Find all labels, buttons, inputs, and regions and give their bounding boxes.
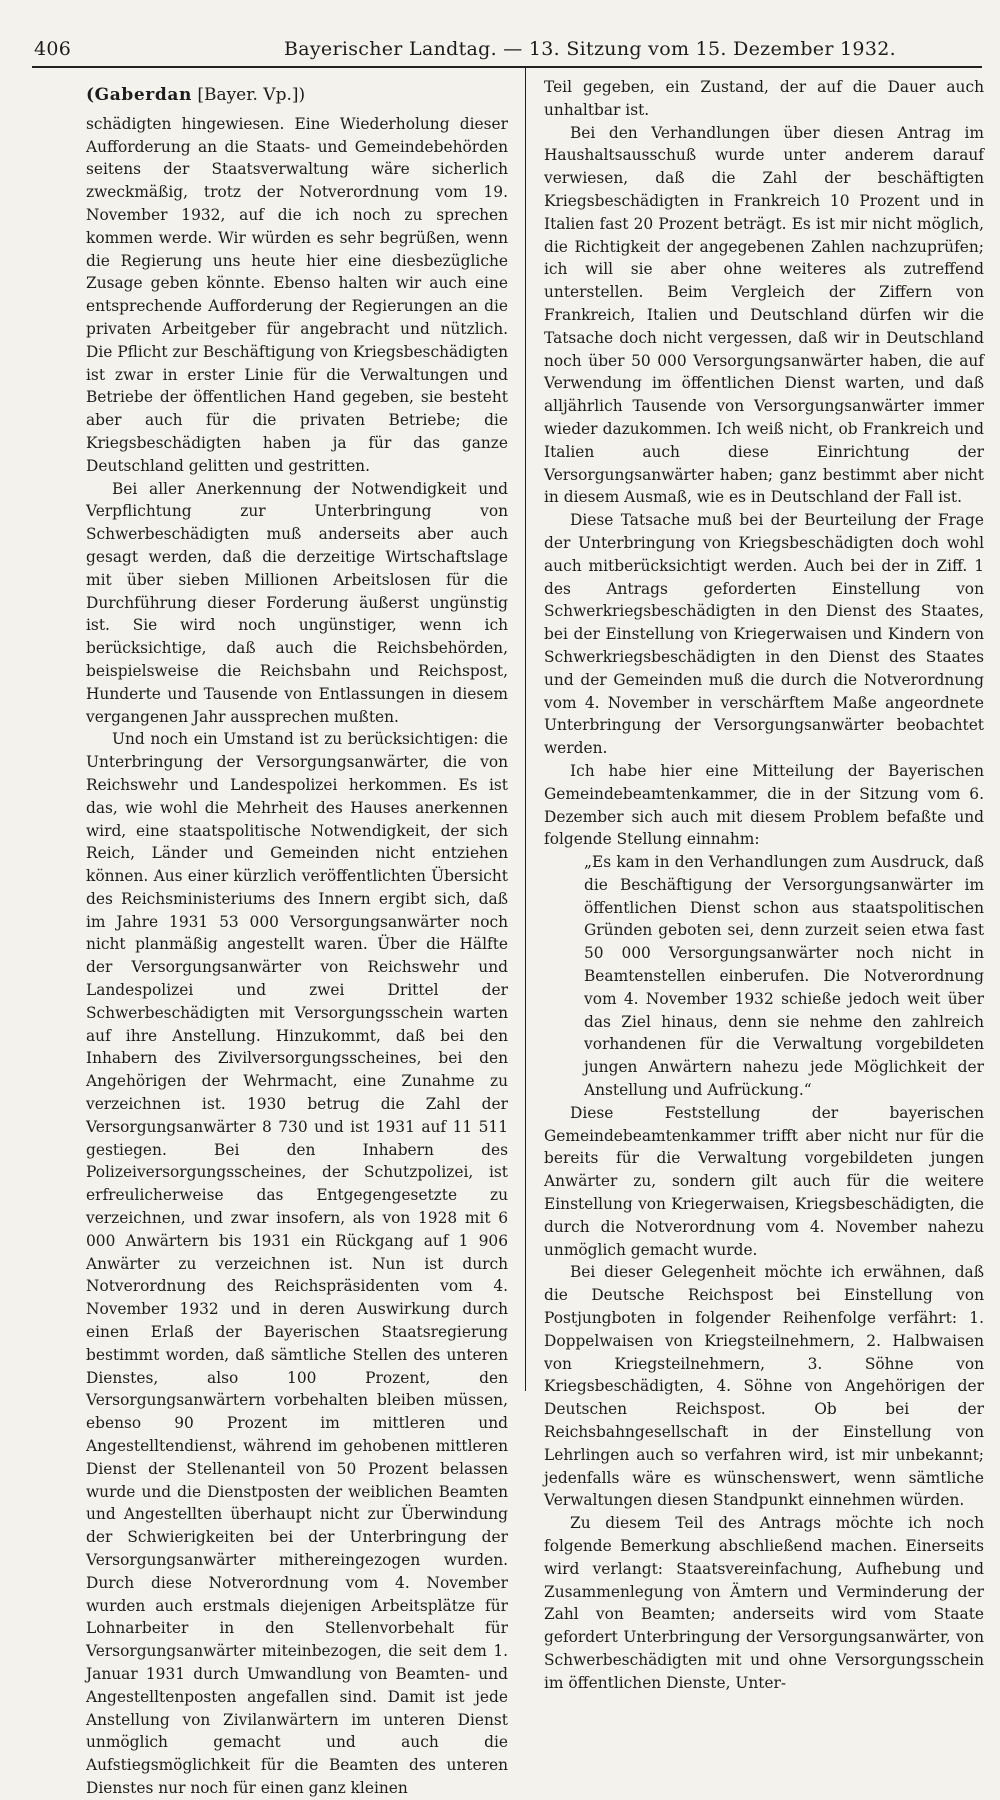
paragraph: Teil gegeben, ein Zustand, der auf die Dauer auch unhaltbar ist. [544, 78, 984, 119]
paragraph: schädigten hingewiesen. Eine Wiederholung dieser Aufforderung an die Staats- und Gemeindebehörden seitens der Staatsverwaltung wäre sicherlich zweckmäßig, trotz der Notverordnung vom 19. November 1932, auf die ich noch zu sprechen kommen werde. Wir würden es sehr begrüßen, wenn die Regierung uns heute hier eine diesbezügliche Zusage geben könnte. Ebenso halten wir auch eine entsprechende Aufforderung der Regierungen an die privaten Arbeitgeber für angebracht und nützlich. Die Pflicht zur Beschäftigung von Kriegsbeschädigten ist zwar in erster Linie für die Verwaltungen und Betriebe der öffentlichen Hand gegeben, sie besteht aber auch für die privaten Betriebe; die Kriegsbeschädigten haben ja für das ganze Deutschland gelitten und gestritten. [86, 114, 508, 475]
right-column [544, 76, 984, 1692]
block-quote: „Es kam in den Verhandlungen zum Ausdruck, daß die Beschäftigung der Versorgungsanwärter im öffentlichen Dienst schon aus staatspolitischen Gründen geboten sei, denn zurzeit seien etwa fast 50 000 Versorgungsanwärter noch nicht in Beamtenstellen einberufen. Die Notverordnung vom 4. November 1932 schieße jedoch weit über das Ziel hinaus, denn sie nehme den zahlreich vorhandenen für die Verwaltung vorgebildeten jungen Anwärtern nahezu jede Möglichkeit der Anstellung und Aufrückung.“ [584, 853, 984, 1100]
paragraph: Diese Tatsache muß bei der Beurteilung der Frage der Unterbringung von Kriegsbeschädigten doch wohl auch mitberücksichtigt werden. Auch bei der in Ziff. 1 des Antrags geforderten Einstellung von Schwerkriegsbeschädigten in den Dienst des Staates, bei der Einstellung von Kriegerwaisen und Kindern von Schwerkriegsbeschädigten in den Dienst des Staates und der Gemeinden muß die durch die Notverordnung vom 4. November in verschärftem Maße angeordnete Unterbringung der Versorgungsanwärter beobachtet werden. [544, 511, 984, 758]
paragraph: Bei den Verhandlungen über diesen Antrag im Haushaltsausschuß wurde unter anderem darauf verwiesen, daß die Zahl der beschäftigten Kriegsbeschädigten in Frankreich 10 Prozent und in Italien fast 20 Prozent beträgt. Es ist mir nicht möglich, die Richtigkeit der angegebenen Zahlen nachzuprüfen; ich will sie aber ohne weiteres als zutreffend unterstellen. Beim Vergleich der Ziffern von Frankreich, Italien und Deutschland dürfen wir die Tatsache doch nicht vergessen, daß wir in Deutschland noch über 50 000 Versorgungsanwärter haben, die auf Verwendung im öffentlichen Dienst warten, und daß alljährlich Tausende von Versorgungsanwärter immer wieder dazukommen. Ich weiß nicht, ob Frankreich und Italien auch diese Einrichtung der Versorgungsanwärter haben; ganz bestimmt aber nicht in diesem Ausmaß, wie es in Deutschland der Fall ist. [544, 123, 984, 507]
page-header [34, 30, 984, 60]
speaker-party: [Bayer. Vp.]) [197, 85, 306, 105]
paragraph: Ich habe hier eine Mitteilung der Bayerischen Gemeindebeamtenkammer, die in der Sitzung vom 6. Dezember sich auch mit diesem Problem befaßte und folgende Stellung einnahm: [544, 761, 984, 849]
column-divider [525, 66, 526, 1391]
speaker-name: (Gaberdan [86, 85, 192, 105]
running-title: Bayerischer Landtag. — 13. Sitzung vom 15. Dezember 1932. [284, 38, 896, 60]
left-column [86, 76, 508, 1797]
speaker-label [86, 84, 508, 107]
paragraph: Bei aller Anerkennung der Notwendigkeit und Verpflichtung zur Unterbringung von Schwerbeschädigten muß anderseits aber auch gesagt werden, daß die derzeitige Wirtschaftslage mit über sieben Millionen Arbeitslosen für die Durchführung dieser Forderung äußerst ungünstig ist. Sie wird noch ungünstiger, wenn ich berücksichtige, daß auch die Reichsbehörden, beispielsweise die Reichsbahn und Reichspost, Hunderte und Tausende von Entlassungen in diesem vergangenen Jahr aussprechen mußten. [86, 479, 508, 726]
paragraph: Zu diesem Teil des Antrags möchte ich noch folgende Bemerkung abschließend machen. Einerseits wird verlangt: Staatsvereinfachung, Aufhebung und Zusammenlegung von Ämtern und Verminderung der Zahl von Beamten; anderseits wird vom Staate gefordert Unterbringung der Versorgungsanwärter, von Schwerbeschädigten mit und ohne Versorgungsschein im öffentlichen Dienste, Unter- [544, 1514, 984, 1692]
paragraph: Diese Feststellung der bayerischen Gemeindebeamtenkammer trifft aber nicht nur für die bereits für die Verwaltung vorgebildeten jungen Anwärter zu, sondern gilt auch für die weitere Einstellung von Kriegerwaisen, Kriegsbeschädigten, die durch die Notverordnung vom 4. November nahezu unmöglich gemacht wurde. [544, 1103, 984, 1259]
paragraph: Und noch ein Umstand ist zu berücksichtigen: die Unterbringung der Versorgungsanwärter, die von Reichswehr und Landespolizei herkommen. Es ist das, wie wohl die Mehrheit des Hauses anerkennen wird, eine staatspolitische Notwendigkeit, der sich Reich, Länder und Gemeinden nicht entziehen können. Aus einer kürzlich veröffentlichten Übersicht des Reichsministeriums des Innern ergibt sich, daß im Jahre 1931 53 000 Versorgungsanwärter noch nicht planmäßig angestellt waren. Über die Hälfte der Versorgungsanwärter von Reichswehr und Landespolizei und zwei Drittel der Schwerbeschädigten mit Versorgungsschein warten auf ihre Anstellung. Hinzukommt, daß bei den Inhabern des Zivilversorgungsscheines, bei den Angehörigen der Wehrmacht, eine Zunahme zu verzeichnen ist. 1930 betrug die Zahl der Versorgungsanwärter 8 730 und ist 1931 auf 11 511 gestiegen. Bei den Inhabern des Polizeiversorgungsscheines, der Schutzpolizei, ist erfreulicherweise das Entgegengesetzte zu verzeichnen, und zwar insofern, als von 1928 mit 6 000 Anwärtern bis 1931 ein Rückgang auf 1 906 Anwärter zu verzeichnen ist. Nun ist durch Notverordnung des Reichspräsidenten vom 4. November 1932 und in deren Auswirkung durch einen Erlaß der Bayerischen Staatsregierung bestimmt worden, daß sämtliche Stellen des unteren Dienstes, also 100 Prozent, den Versorgungsanwärtern vorbehalten bleiben müssen, ebenso 90 Prozent im mittleren und Angestelltendienst, während im gehobenen mittleren Dienst der Stellenanteil von 50 Prozent belassen wurde und die Dienstposten der weiblichen Beamten und Angestellten überhaupt nicht zur Überwindung der Schwierigkeiten bei der Unterbringung der Versorgungsanwärter mithereingezogen wurden. Durch diese Notverordnung vom 4. November wurden auch erstmals diejenigen Arbeitsplätze für Lohnarbeiter in den Stellenvorbehalt für Versorgungsanwärter miteinbezogen, die seit dem 1. Januar 1931 durch Umwandlung von Beamten- und Angestelltenposten angefallen sind. Damit ist jede Anstellung von Zivilanwärtern im unteren Dienst unmöglich gemacht und auch die Aufstiegsmöglichkeit für die Beamten des unteren Dienstes nur noch für einen ganz kleinen [86, 730, 508, 1797]
page-number: 406 [34, 38, 72, 60]
header-rule [32, 66, 982, 68]
paragraph: Bei dieser Gelegenheit möchte ich erwähnen, daß die Deutsche Reichspost bei Einstellung von Postjungboten in folgender Reihenfolge verfährt: 1. Doppelwaisen von Kriegsteilnehmern, 2. Halbwaisen von Kriegsteilnehmern, 3. Söhne von Kriegsbeschädigten, 4. Söhne von Angehörigen der Deutschen Reichspost. Ob bei der Reichsbahngesellschaft in der Einstellung von Lehrlingen auch so verfahren wird, ist mir unbekannt; jedenfalls wäre es wünschenswert, wenn sämtliche Verwaltungen diesen Standpunkt einnehmen würden. [544, 1263, 984, 1510]
